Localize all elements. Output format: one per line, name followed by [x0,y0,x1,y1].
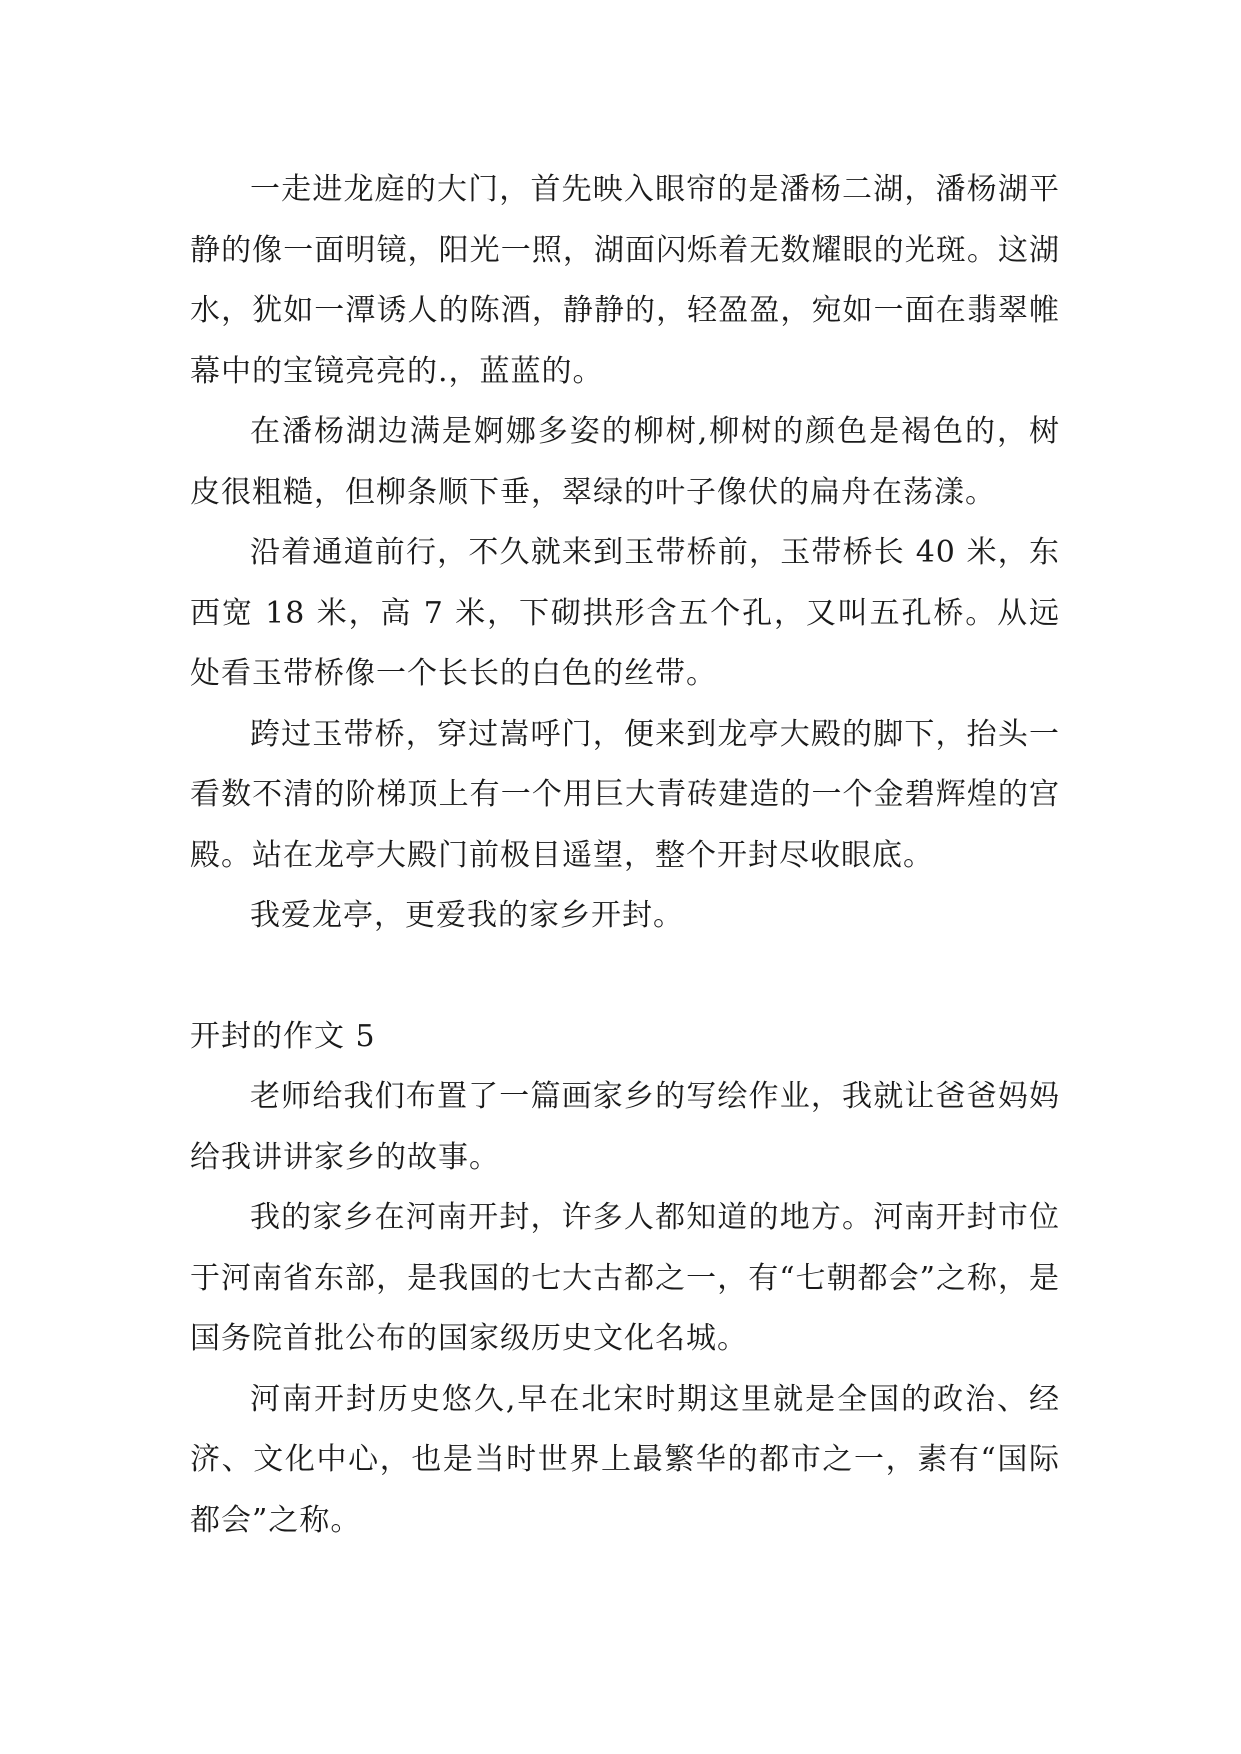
paragraph-palace: 跨过玉带桥，穿过嵩呼门，便来到龙亭大殿的脚下，抬头一看数不清的阶梯顶上有一个用巨大青砖建造的一个金碧辉煌的宫殿。站在龙亭大殿门前极目遥望，整个开封尽收眼底。 [190,716,1060,873]
section-spacer [190,947,1060,1007]
paragraph-lake: 一走进龙庭的大门，首先映入眼帘的是潘杨二湖，潘杨湖平静的像一面明镜，阳光一照，湖面闪烁着无数耀眼的光斑。这湖水，犹如一潭诱人的陈酒，静静的，轻盈盈，宛如一面在翡翠帷幕中的宝镜亮亮的.，蓝蓝的。 [190,172,1060,389]
document-page [190,160,1060,1551]
paragraph-history: 河南开封历史悠久,早在北宋时期这里就是全国的政治、经济、文化中心，也是当时世界上最繁华的都市之一，素有“国际都会”之称。 [190,1381,1060,1538]
section-heading: 开封的作文 5 [190,1018,376,1054]
paragraph-jade-bridge: 沿着通道前行，不久就来到玉带桥前，玉带桥长 40 米，东西宽 18 米，高 7 米，下砌拱形含五个孔，又叫五孔桥。从远处看玉带桥像一个长长的白色的丝带。 [190,535,1060,691]
paragraph-assignment: 老师给我们布置了一篇画家乡的写绘作业，我就让爸爸妈妈给我讲讲家乡的故事。 [190,1079,1060,1175]
paragraph-hometown-location: 我的家乡在河南开封，许多人都知道的地方。河南开封市位于河南省东部，是我国的七大古都之一，有“七朝都会”之称，是国务院首批公布的国家级历史文化名城。 [190,1200,1060,1356]
paragraph-love-hometown: 我爱龙亭，更爱我的家乡开封。 [250,898,684,933]
paragraph-willow: 在潘杨湖边满是婀娜多姿的柳树,柳树的颜色是褐色的，树皮很粗糙，但柳条顺下垂，翠绿的叶子像伏的扁舟在荡漾。 [190,414,1060,510]
